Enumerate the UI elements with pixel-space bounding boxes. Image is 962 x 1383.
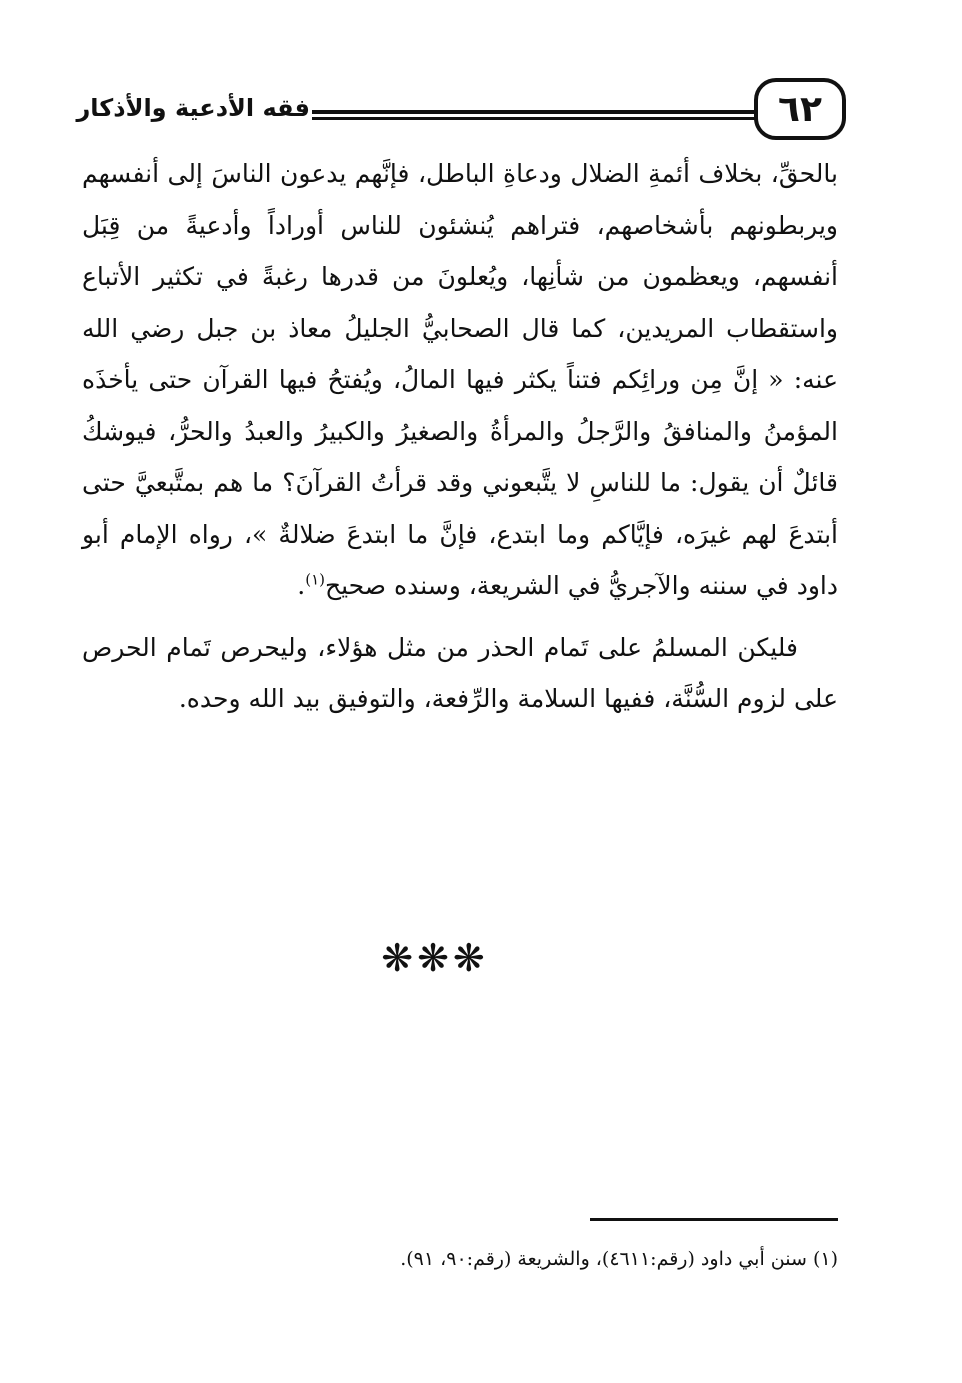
main-text [82,148,838,725]
footnote: (١) سنن أبي داود (رقم:٤٦١١)، والشريعة (رقم:٩٠، ٩١). [400,1248,838,1270]
paragraph: فليكن المسلمُ على تَمام الحذر من مثل هؤلاء، وليحرص تَمام الحرص على لزوم السُّنَّة، ففيها السلامة والرِّفعة، والتوفيق بيد الله وحده. [82,632,838,713]
paragraph [82,148,838,612]
book-title: فقه الأدعية والأذكار [76,94,310,122]
footnote-reference: (١) [305,570,325,589]
section-separator: ❋❋❋ [381,936,489,980]
page-header [76,72,840,152]
footnote-divider [590,1218,838,1221]
paragraph-end-mark: . [297,571,306,600]
header-rule-left [312,110,758,120]
paragraph-text: بالحقِّ، بخلاف أئمةِ الضلال ودعاةِ الباطل، فإنَّهم يدعون الناسَ إلى أنفسهم ويربطونهم بأشخاصهم، فتراهم يُنشئون للناس أوراداً وأدعيةً من قِبَل أنفسهم، ويعظمون من شأنِها، ويُعلونَ من قدرها رغبةً في تكثير الأتباع واستقطاب المريدين، كما قال الصحابيُّ الجليلُ معاذ بن جبل رضي الله عنه: « إنَّ مِن ورائِكم فتناً يكثر فيها المالُ، ويُفتحُ فيها القرآن حتى يأخذَه المؤمنُ والمنافقُ والرَّجلُ والمرأةُ والصغيرُ والكبيرُ والعبدُ والحرُّ، فيوشكُ قائلٌ أن يقول: ما للناسِ لا يتَّبعوني وقد قرأتُ القرآنَ؟ ما هم بمتَّبعيَّ حتى أبتدعَ لهم غيرَه، فإيَّاكم وما ابتدع، فإنَّ ما ابتدعَ ضلالةٌ »، رواه الإمام أبو داود في سننه والآجريُّ في الشريعة، وسنده صحيح [82,159,838,600]
page-number: ٦٢ [754,78,846,140]
